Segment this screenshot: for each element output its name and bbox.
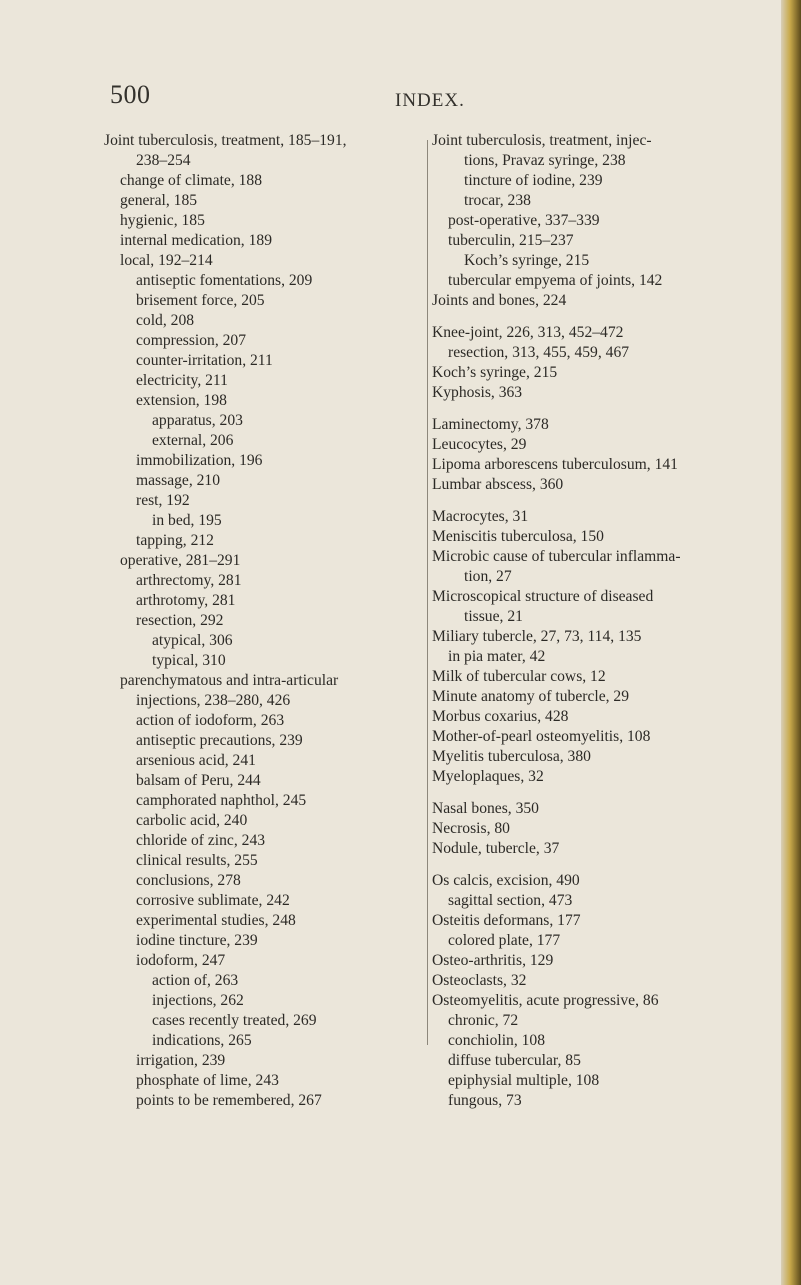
index-entry: electricity, 211 [136,372,228,389]
index-entry: cold, 208 [136,312,195,329]
index-column-left [104,131,420,1111]
page-edge-strip [781,0,801,1285]
index-entry: conclusions, 278 [136,872,241,889]
running-head: INDEX. [395,90,465,111]
index-entry: Joints and bones, 224 [432,292,567,309]
index-entry: parenchymatous and intra-articular [120,672,339,689]
index-entry: action of, 263 [152,972,239,989]
index-entry: Osteomyelitis, acute progressive, 86 [432,992,659,1009]
index-entry: action of iodoform, 263 [136,712,285,729]
index-entry: 238–254 [136,152,191,169]
index-entry: diffuse tubercular, 85 [448,1052,581,1069]
index-entry: extension, 198 [136,392,227,409]
index-entry: change of climate, 188 [120,172,263,189]
index-entry: Lipoma arborescens tuberculosum, 141 [432,456,678,473]
index-entry: Milk of tubercular cows, 12 [432,668,606,685]
index-entry: typical, 310 [152,652,226,669]
index-entry: Mother-of-pearl osteomyelitis, 108 [432,728,651,745]
index-entry: Myelitis tuberculosa, 380 [432,748,591,765]
index-entry: Koch’s syringe, 215 [464,252,590,269]
index-entry: post-operative, 337–339 [448,212,600,229]
index-entry: chronic, 72 [448,1012,519,1029]
index-entry: Nasal bones, 350 [432,800,539,817]
index-entry: Necrosis, 80 [432,820,510,837]
index-entry: tion, 27 [464,568,512,585]
index-entry: epiphysial multiple, 108 [448,1072,600,1089]
index-entry: resection, 313, 455, 459, 467 [448,344,630,361]
index-entry: phosphate of lime, 243 [136,1072,279,1089]
index-entry: arsenious acid, 241 [136,752,256,769]
index-entry: external, 206 [152,432,234,449]
index-entry: Myeloplaques, 32 [432,768,544,785]
index-column-right [432,131,744,1111]
index-entry: tissue, 21 [464,608,523,625]
index-entry: arthrectomy, 281 [136,572,242,589]
index-entry: iodine tincture, 239 [136,932,258,949]
index-entry: Knee-joint, 226, 313, 452–472 [432,324,624,341]
index-entry: immobilization, 196 [136,452,263,469]
index-entry: iodoform, 247 [136,952,226,969]
page-number: 500 [110,80,151,109]
index-entry: carbolic acid, 240 [136,812,248,829]
index-entry: trocar, 238 [464,192,531,209]
index-entry: Microbic cause of tubercular inflamma- [432,548,681,565]
index-entry: points to be remembered, 267 [136,1092,322,1109]
index-entry: tubercular empyema of joints, 142 [448,272,663,289]
index-entry: arthrotomy, 281 [136,592,236,609]
index-entry: local, 192–214 [120,252,213,269]
index-entry: Nodule, tubercle, 37 [432,840,560,857]
index-entry: colored plate, 177 [448,932,561,949]
index-entry: compression, 207 [136,332,247,349]
index-entry: Microscopical structure of diseased [432,588,654,605]
index-entry: tapping, 212 [136,532,214,549]
column-divider [427,140,428,1045]
index-entry: conchiolin, 108 [448,1032,546,1049]
index-entry: general, 185 [120,192,198,209]
index-entry: in bed, 195 [152,512,222,529]
index-entry: indications, 265 [152,1032,252,1049]
index-entry: Leucocytes, 29 [432,436,527,453]
index-entry: Meniscitis tuberculosa, 150 [432,528,604,545]
index-entry: internal medication, 189 [120,232,272,249]
index-entry: Osteoclasts, 32 [432,972,527,989]
index-entry: rest, 192 [136,492,190,509]
index-entry: Miliary tubercle, 27, 73, 114, 135 [432,628,642,645]
index-entry: sagittal section, 473 [448,892,573,909]
index-entry: clinical results, 255 [136,852,258,869]
index-entry: Koch’s syringe, 215 [432,364,558,381]
index-entry: Macrocytes, 31 [432,508,529,525]
index-entry: massage, 210 [136,472,221,489]
index-entry: Kyphosis, 363 [432,384,523,401]
index-entry: chloride of zinc, 243 [136,832,266,849]
index-entry: brisement force, 205 [136,292,265,309]
index-entry: atypical, 306 [152,632,233,649]
index-entry: irrigation, 239 [136,1052,226,1069]
index-entry: fungous, 73 [448,1092,522,1109]
index-entry: Lumbar abscess, 360 [432,476,564,493]
index-entry: antiseptic precautions, 239 [136,732,303,749]
index-entry: tuberculin, 215–237 [448,232,574,249]
index-entry: Joint tuberculosis, treatment, 185–191, [104,132,347,149]
index-entry: Morbus coxarius, 428 [432,708,569,725]
index-entry: corrosive sublimate, 242 [136,892,290,909]
index-entry: Osteitis deformans, 177 [432,912,581,929]
index-entry: experimental studies, 248 [136,912,296,929]
index-entry: antiseptic fomentations, 209 [136,272,313,289]
index-entry: tions, Pravaz syringe, 238 [464,152,626,169]
index-entry: cases recently treated, 269 [152,1012,317,1029]
index-entry: hygienic, 185 [120,212,205,229]
index-entry: operative, 281–291 [120,552,241,569]
index-entry: balsam of Peru, 244 [136,772,261,789]
index-entry: Minute anatomy of tubercle, 29 [432,688,630,705]
index-entry: injections, 238–280, 426 [136,692,291,709]
index-entry: Laminectomy, 378 [432,416,549,433]
index-entry: injections, 262 [152,992,244,1009]
index-entry: camphorated naphthol, 245 [136,792,307,809]
index-entry: Osteo-arthritis, 129 [432,952,554,969]
index-entry: counter-irritation, 211 [136,352,273,369]
index-entry: resection, 292 [136,612,224,629]
index-entry: in pia mater, 42 [448,648,546,665]
index-entry: tincture of iodine, 239 [464,172,603,189]
index-entry: apparatus, 203 [152,412,243,429]
index-entry: Joint tuberculosis, treatment, injec- [432,132,652,149]
index-entry: Os calcis, excision, 490 [432,872,580,889]
